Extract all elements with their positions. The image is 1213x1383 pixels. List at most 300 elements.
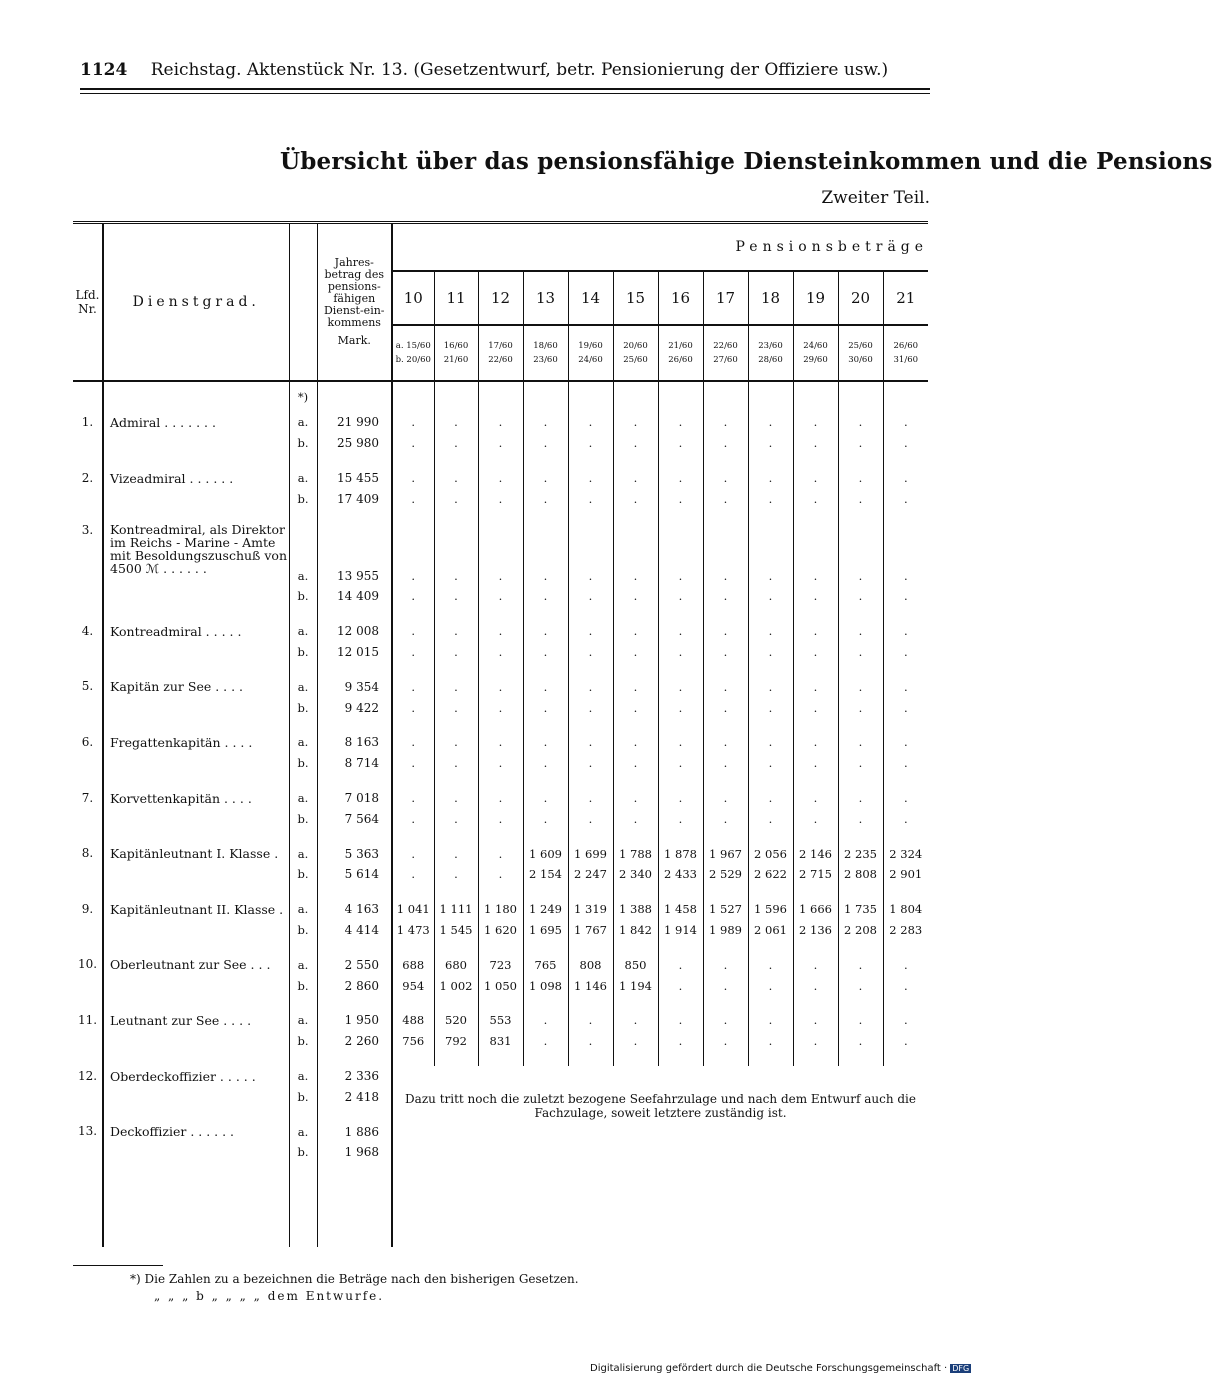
spacer-cell <box>73 1163 103 1184</box>
pension-column-11: 11 <box>434 271 478 325</box>
pension-value: . <box>523 753 568 774</box>
pension-value: . <box>793 488 838 509</box>
spacer-cell <box>478 885 523 899</box>
pension-value: . <box>748 468 793 489</box>
income-value: 7 018 <box>317 788 392 809</box>
pension-value: . <box>392 433 434 454</box>
spacer-cell <box>392 718 434 732</box>
spacer-cell <box>523 662 568 676</box>
pension-value: . <box>838 788 883 809</box>
pension-value: . <box>523 1010 568 1031</box>
pension-value: . <box>658 1031 703 1052</box>
pension-value: . <box>613 753 658 774</box>
pension-value: 2 340 <box>613 864 658 885</box>
spacer-cell <box>568 940 613 954</box>
spacer-cell <box>613 1052 658 1066</box>
spacer-cell <box>478 381 523 412</box>
pension-value: . <box>613 697 658 718</box>
pension-value: . <box>392 843 434 864</box>
pension-value: . <box>478 676 523 697</box>
running-title: Reichstag. Aktenstück Nr. 13. (Gesetzentwurf, betr. Pensionierung der Offiziere usw.) <box>150 60 889 80</box>
pension-value: 2 715 <box>793 864 838 885</box>
spacer-cell <box>613 940 658 954</box>
spacer-cell <box>73 662 103 676</box>
pension-value: . <box>883 565 928 586</box>
row-variant-label: a. <box>289 468 317 489</box>
pension-value: . <box>658 468 703 489</box>
row-variant-label: b. <box>289 864 317 885</box>
income-value: 2 418 <box>317 1086 392 1107</box>
pension-column-13: 13 <box>523 271 568 325</box>
spacer-cell <box>703 996 748 1010</box>
pension-value: . <box>703 412 748 433</box>
income-value: 8 714 <box>317 753 392 774</box>
pension-value: . <box>568 488 613 509</box>
pension-value: . <box>434 788 478 809</box>
row-variant-label: b. <box>289 1086 317 1107</box>
pension-value: 1 666 <box>793 899 838 920</box>
pension-value: . <box>613 433 658 454</box>
pension-value: . <box>748 753 793 774</box>
pension-value: . <box>883 621 928 642</box>
pension-value: . <box>658 676 703 697</box>
column-header-ab <box>289 223 317 382</box>
pension-value: . <box>434 642 478 663</box>
pension-value: . <box>748 621 793 642</box>
spacer-cell <box>793 523 838 565</box>
row-variant-label: a. <box>289 1066 317 1087</box>
pension-value: 792 <box>434 1031 478 1052</box>
spacer-cell <box>613 662 658 676</box>
pension-value: . <box>613 488 658 509</box>
spacer-cell <box>103 940 289 954</box>
spacer-cell <box>478 662 523 676</box>
row-number: 11. <box>77 1012 98 1027</box>
row-number: 4. <box>81 623 94 638</box>
row-variant-label: b. <box>289 808 317 829</box>
pension-value: . <box>434 864 478 885</box>
pension-value: . <box>658 788 703 809</box>
pension-value: . <box>392 697 434 718</box>
pension-value: 831 <box>478 1031 523 1052</box>
spacer-cell <box>103 454 289 468</box>
spacer-cell <box>73 1184 103 1205</box>
pension-value: . <box>434 433 478 454</box>
pension-value: 1 180 <box>478 899 523 920</box>
spacer-cell <box>478 940 523 954</box>
row-variant-label: b. <box>289 753 317 774</box>
rank-name: Korvettenkapitän . . . . <box>103 788 289 830</box>
spacer-cell <box>793 718 838 732</box>
spacer-cell <box>703 662 748 676</box>
spacer-cell <box>838 454 883 468</box>
pension-value: . <box>658 412 703 433</box>
pension-value: 954 <box>392 975 434 996</box>
income-value: 21 990 <box>317 412 392 433</box>
fraction-17 <box>703 325 748 381</box>
spacer-cell <box>523 381 568 412</box>
pension-value: . <box>703 697 748 718</box>
spacer-cell <box>523 509 568 523</box>
row-variant-label: a. <box>289 843 317 864</box>
pension-value: . <box>658 488 703 509</box>
spacer-cell <box>703 381 748 412</box>
table-row <box>73 586 928 607</box>
pension-value: 2 208 <box>838 920 883 941</box>
income-value: 1 886 <box>317 1121 392 1142</box>
pension-value: . <box>434 697 478 718</box>
pension-value: . <box>568 753 613 774</box>
row-variant-label: b. <box>289 1031 317 1052</box>
pension-value: 1 878 <box>658 843 703 864</box>
pension-value: . <box>838 433 883 454</box>
spacer-cell <box>317 381 392 412</box>
spacer-cell <box>793 829 838 843</box>
spacer-cell <box>658 829 703 843</box>
spacer-cell <box>523 885 568 899</box>
pension-value: . <box>883 1031 928 1052</box>
pension-value: 1 458 <box>658 899 703 920</box>
fraction-b: 31/60 <box>893 355 919 365</box>
pension-value: . <box>703 954 748 975</box>
pension-value: 1 914 <box>658 920 703 941</box>
pension-value: . <box>658 433 703 454</box>
spacer-cell <box>748 509 793 523</box>
pension-value: . <box>748 697 793 718</box>
table-row <box>73 412 928 433</box>
pension-value: . <box>613 642 658 663</box>
spacer-cell <box>838 774 883 788</box>
spacer-cell <box>793 607 838 621</box>
spacer-cell <box>392 885 434 899</box>
pension-value: . <box>838 975 883 996</box>
spacer-cell <box>73 586 103 607</box>
spacer-cell <box>523 454 568 468</box>
pension-value: . <box>478 488 523 509</box>
pension-value: 1 967 <box>703 843 748 864</box>
pension-value: . <box>392 488 434 509</box>
fraction-a: 16/60 <box>443 341 469 351</box>
pension-value: . <box>748 732 793 753</box>
spacer-cell <box>658 509 703 523</box>
pension-value: . <box>392 808 434 829</box>
spacer-cell <box>289 1052 317 1066</box>
spacer-cell <box>434 996 478 1010</box>
spacer-cell <box>568 381 613 412</box>
pension-value: . <box>748 954 793 975</box>
row-variant-label: a. <box>289 412 317 433</box>
row-variant-label: a. <box>289 732 317 753</box>
pension-value: . <box>392 642 434 663</box>
pension-value: . <box>793 565 838 586</box>
spacer-cell <box>613 996 658 1010</box>
spacer-cell <box>434 381 478 412</box>
pension-value: . <box>613 732 658 753</box>
fraction-12 <box>478 325 523 381</box>
pension-value: . <box>793 621 838 642</box>
pension-value: . <box>392 412 434 433</box>
spacer-cell <box>838 662 883 676</box>
pension-value: . <box>703 1010 748 1031</box>
pension-value: . <box>478 412 523 433</box>
column-header-nr: Lfd. Nr. <box>73 223 103 382</box>
spacer-cell <box>317 885 392 899</box>
pension-value: . <box>883 412 928 433</box>
pension-value: . <box>883 488 928 509</box>
pension-value: . <box>838 808 883 829</box>
spacer-cell <box>613 523 658 565</box>
spacer-cell <box>73 509 103 523</box>
income-value: 2 336 <box>317 1066 392 1087</box>
spacer-cell <box>392 662 434 676</box>
spacer-cell <box>392 381 434 412</box>
pension-value: . <box>568 433 613 454</box>
rank-name: Vizeadmiral . . . . . . <box>103 468 289 510</box>
income-value: 5 614 <box>317 864 392 885</box>
spacer-cell <box>703 523 748 565</box>
spacer-cell <box>103 381 289 412</box>
spacer-cell <box>289 996 317 1010</box>
spacer-cell <box>317 829 392 843</box>
income-value: 13 955 <box>317 565 392 586</box>
spacer-cell <box>289 523 317 565</box>
income-value: 25 980 <box>317 433 392 454</box>
row-number: 12. <box>77 1068 98 1083</box>
pension-value: 850 <box>613 954 658 975</box>
spacer-cell <box>523 718 568 732</box>
pension-value: 2 622 <box>748 864 793 885</box>
spacer-cell <box>317 1226 392 1247</box>
spacer-cell <box>568 454 613 468</box>
spacer-cell <box>883 454 928 468</box>
rank-name: Oberdeckoffizier . . . . . <box>103 1066 289 1108</box>
rank-name: Kapitän zur See . . . . <box>103 676 289 718</box>
spacer-cell <box>103 829 289 843</box>
spacer-cell <box>793 381 838 412</box>
fraction-21 <box>883 325 928 381</box>
pension-value: . <box>748 808 793 829</box>
spacer-cell <box>523 1052 568 1066</box>
pension-value: 1 527 <box>703 899 748 920</box>
page-number: 1124 <box>80 60 128 80</box>
spacer-cell <box>434 454 478 468</box>
spacer-cell <box>317 509 392 523</box>
spacer-row <box>73 940 928 954</box>
rank-name: Fregattenkapitän . . . . <box>103 732 289 774</box>
spacer-cell <box>317 1052 392 1066</box>
dfg-logo: DFG <box>952 1363 970 1373</box>
spacer-cell <box>73 607 103 621</box>
fraction-b: 21/60 <box>443 355 469 365</box>
rank-name: Admiral . . . . . . . <box>103 412 289 454</box>
spacer-cell <box>703 509 748 523</box>
fraction-a: 22/60 <box>713 341 738 351</box>
spacer-cell <box>289 1107 317 1121</box>
pension-table <box>73 221 928 1247</box>
fraction-a: 20/60 <box>623 341 648 351</box>
pension-value: . <box>883 954 928 975</box>
spacer-cell <box>478 774 523 788</box>
pension-value: . <box>613 1031 658 1052</box>
spacer-cell <box>73 454 103 468</box>
pension-value: . <box>613 412 658 433</box>
spacer-cell <box>568 1052 613 1066</box>
row-variant-label: b. <box>289 488 317 509</box>
pension-value: . <box>392 565 434 586</box>
pension-value: . <box>883 975 928 996</box>
pension-value: . <box>703 586 748 607</box>
row-variant-label: a. <box>289 899 317 920</box>
income-value: 12 015 <box>317 642 392 663</box>
pension-value: . <box>838 621 883 642</box>
pension-value: . <box>748 565 793 586</box>
pension-value: . <box>703 788 748 809</box>
pension-value: . <box>613 808 658 829</box>
pension-value: . <box>793 788 838 809</box>
spacer-cell <box>317 523 392 565</box>
pension-value: . <box>748 1010 793 1031</box>
pension-value: . <box>523 788 568 809</box>
spacer-cell <box>658 996 703 1010</box>
spacer-cell <box>478 1052 523 1066</box>
spacer-cell <box>703 718 748 732</box>
spacer-cell <box>103 718 289 732</box>
spacer-cell <box>703 940 748 954</box>
spacer-cell <box>434 662 478 676</box>
supplement-note: Dazu tritt noch die zuletzt bezogene Seefahrzulage und nach dem Entwurf auch die Fachzulage, soweit letztere zuständig ist. <box>392 1066 928 1247</box>
spacer-cell <box>392 1052 434 1066</box>
spacer-cell <box>103 1226 289 1247</box>
pension-value: . <box>883 788 928 809</box>
pension-value: . <box>478 565 523 586</box>
rank-name: Deckoffizier . . . . . . <box>103 1121 289 1163</box>
fraction-20 <box>838 325 883 381</box>
row-variant-label: b. <box>289 920 317 941</box>
pension-value: . <box>568 468 613 489</box>
pension-value: . <box>613 565 658 586</box>
pension-value: . <box>838 1010 883 1031</box>
spacer-cell <box>478 829 523 843</box>
spacer-cell <box>658 885 703 899</box>
spacer-cell <box>523 607 568 621</box>
fraction-b: b. 20/60 <box>395 355 431 365</box>
pension-column-15: 15 <box>613 271 658 325</box>
pension-value: . <box>748 788 793 809</box>
spacer-cell <box>434 885 478 899</box>
spacer-cell <box>703 607 748 621</box>
spacer-cell <box>73 774 103 788</box>
income-value: 7 564 <box>317 808 392 829</box>
spacer-cell <box>703 774 748 788</box>
pension-value: . <box>658 642 703 663</box>
rank-name: Oberleutnant zur See . . . <box>103 954 289 996</box>
pension-value: . <box>523 1031 568 1052</box>
pension-value: . <box>838 954 883 975</box>
spacer-cell <box>838 718 883 732</box>
spacer-cell <box>73 996 103 1010</box>
spacer-cell <box>73 718 103 732</box>
spacer-cell <box>613 607 658 621</box>
income-value: 4 163 <box>317 899 392 920</box>
income-value: 14 409 <box>317 586 392 607</box>
spacer-row <box>73 718 928 732</box>
pension-value: . <box>568 642 613 663</box>
rank-name: Kapitänleutnant I. Klasse . <box>103 843 289 885</box>
spacer-cell <box>289 774 317 788</box>
pension-value: . <box>883 468 928 489</box>
pension-value: . <box>793 586 838 607</box>
pension-value: . <box>392 864 434 885</box>
spacer-cell <box>392 774 434 788</box>
spacer-cell <box>103 1052 289 1066</box>
spacer-cell <box>748 718 793 732</box>
rank-name: Kontreadmiral . . . . . <box>103 621 289 663</box>
fraction-16 <box>658 325 703 381</box>
table-row <box>73 843 928 864</box>
row-variant-label: a. <box>289 565 317 586</box>
pension-value: . <box>883 1010 928 1031</box>
pension-value: 2 529 <box>703 864 748 885</box>
spacer-cell <box>103 1205 289 1226</box>
spacer-cell <box>703 885 748 899</box>
fraction-b: 26/60 <box>668 355 693 365</box>
spacer-cell <box>658 940 703 954</box>
rank-name: Kontreadmiral, als Direktor im Reichs - Marine - Amte mit Besoldungszuschuß von 4500 ℳ . . . . . . <box>103 523 289 586</box>
row-number: 7. <box>81 790 94 805</box>
spacer-cell <box>568 996 613 1010</box>
spacer-row <box>73 454 928 468</box>
pension-value: . <box>568 565 613 586</box>
pension-value: . <box>793 1031 838 1052</box>
pension-value: . <box>658 697 703 718</box>
spacer-cell <box>748 607 793 621</box>
pension-value: . <box>793 1010 838 1031</box>
spacer-cell <box>289 1205 317 1226</box>
fraction-a: 26/60 <box>893 341 919 351</box>
pension-value: . <box>478 864 523 885</box>
pension-value: . <box>434 488 478 509</box>
pension-value: . <box>523 433 568 454</box>
pension-value: 488 <box>392 1010 434 1031</box>
spacer-cell <box>838 940 883 954</box>
table-row <box>73 621 928 642</box>
pension-value: . <box>392 732 434 753</box>
income-value: 8 163 <box>317 732 392 753</box>
spacer-cell <box>613 829 658 843</box>
pension-value: . <box>523 412 568 433</box>
spacer-cell <box>289 607 317 621</box>
footer-credit <box>590 1363 971 1374</box>
pension-value: . <box>658 753 703 774</box>
spacer-cell <box>289 885 317 899</box>
spacer-cell <box>392 996 434 1010</box>
spacer-cell <box>317 607 392 621</box>
pension-value: 1 388 <box>613 899 658 920</box>
pension-value: . <box>523 732 568 753</box>
spacer-cell <box>289 718 317 732</box>
rank-name: Leutnant zur See . . . . <box>103 1010 289 1052</box>
income-value: 17 409 <box>317 488 392 509</box>
spacer-cell <box>289 1184 317 1205</box>
spacer-cell <box>658 662 703 676</box>
pension-value: . <box>658 586 703 607</box>
pension-value: . <box>392 753 434 774</box>
spacer-cell <box>317 1184 392 1205</box>
pension-column-18: 18 <box>748 271 793 325</box>
pension-value: . <box>568 1031 613 1052</box>
table-row <box>73 732 928 753</box>
row-number: 9. <box>81 901 94 916</box>
